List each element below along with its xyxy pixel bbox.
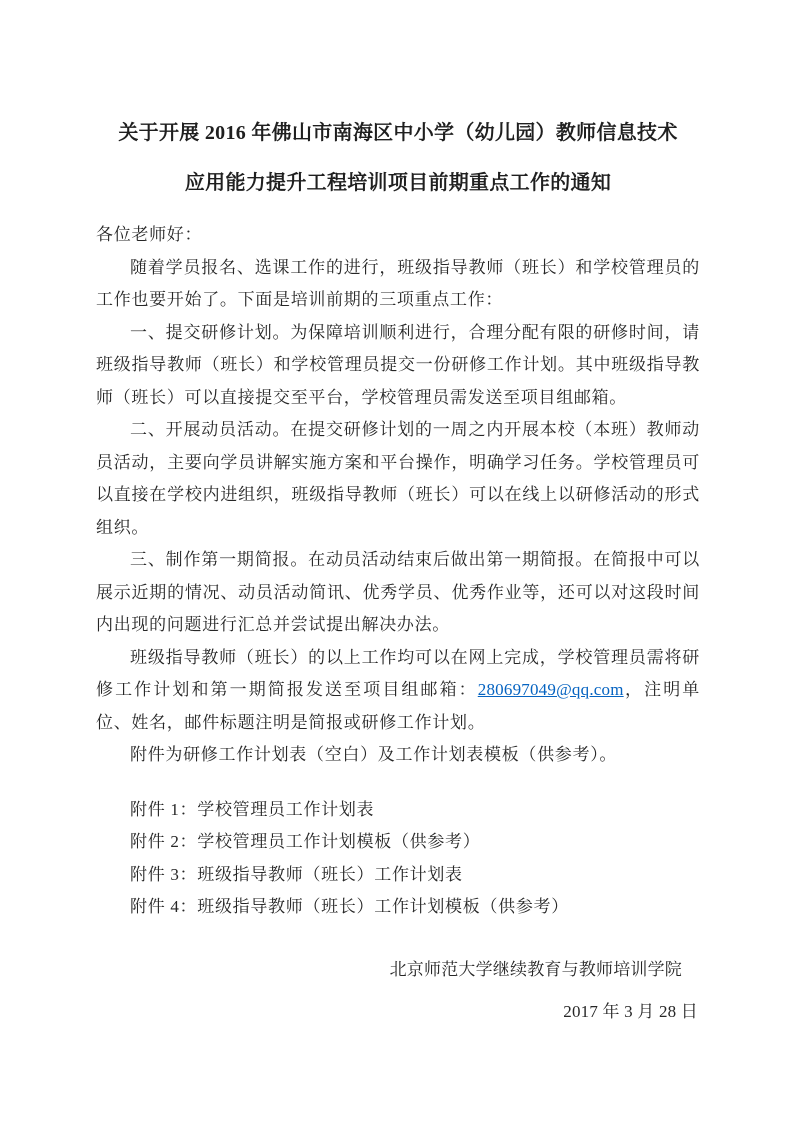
signature-organization: 北京师范大学继续教育与教师培训学院 bbox=[389, 959, 682, 979]
email-link[interactable]: 280697049@qq.com bbox=[477, 680, 624, 699]
attachment-item-2: 附件 2：学校管理员工作计划模板（供参考） bbox=[130, 832, 481, 851]
paragraph-item-1: 一、提交研修计划。为保障培训顺利进行，合理分配有限的研修时间，请班级指导教师（班长）和学校管理员提交一份研修工作计划。其中班级指导教师（班长）可以直接提交至平台，学校管理员需发送至项目组邮箱。 bbox=[96, 322, 700, 407]
document-title-line2: 应用能力提升工程培训项目前期重点工作的通知 bbox=[184, 172, 612, 194]
attachment-item-4: 附件 4：班级指导教师（班长）工作计划模板（供参考） bbox=[130, 897, 569, 916]
paragraph-email bbox=[96, 642, 700, 740]
document-title bbox=[96, 0, 700, 208]
paragraph-item-2: 二、开展动员活动。在提交研修计划的一周之内开展本校（本班）教师动员活动，主要向学员讲解实施方案和平台操作，明确学习任务。学校管理员可以直接在学校内进组织，班级指导教师（班长）可以在线上以研修活动的形式组织。 bbox=[96, 420, 700, 537]
attachment-item-1: 附件 1：学校管理员工作计划表 bbox=[130, 799, 375, 819]
paragraph-item-3: 三、制作第一期简报。在动员活动结束后做出第一期简报。在简报中可以展示近期的情况、动员活动简讯、优秀学员、优秀作业等，还可以对这段时间内出现的问题进行汇总并尝试提出解决办法。 bbox=[96, 550, 700, 634]
attachment-list bbox=[96, 794, 700, 924]
paragraph-intro: 随着学员报名、选课工作的进行，班级指导教师（班长）和学校管理员的工作也要开始了。下面是培训前期的三项重点工作： bbox=[96, 257, 700, 309]
email-paragraph-before: 班级指导教师（班长）的以上工作均可以在网上完成，学校管理员需将研修工作计划和第一期简报发送至项目组邮箱： bbox=[96, 647, 700, 699]
attachment-note: 附件为研修工作计划表（空白）及工作计划表模板（供参考）。 bbox=[130, 745, 618, 764]
document-title-line1: 关于开展 2016 年佛山市南海区中小学（幼儿园）教师信息技术 bbox=[118, 122, 678, 144]
signature-date: 2017 年 3 月 28 日 bbox=[563, 1002, 698, 1021]
document-body bbox=[96, 219, 700, 772]
signature-block bbox=[96, 954, 700, 1029]
email-paragraph-after: ，注明单位、姓名，邮件标题注明是简报或研修工作计划。 bbox=[96, 680, 700, 732]
attachment-item-3: 附件 3：班级指导教师（班长）工作计划表 bbox=[130, 864, 463, 884]
greeting-line: 各位老师好： bbox=[96, 225, 203, 244]
